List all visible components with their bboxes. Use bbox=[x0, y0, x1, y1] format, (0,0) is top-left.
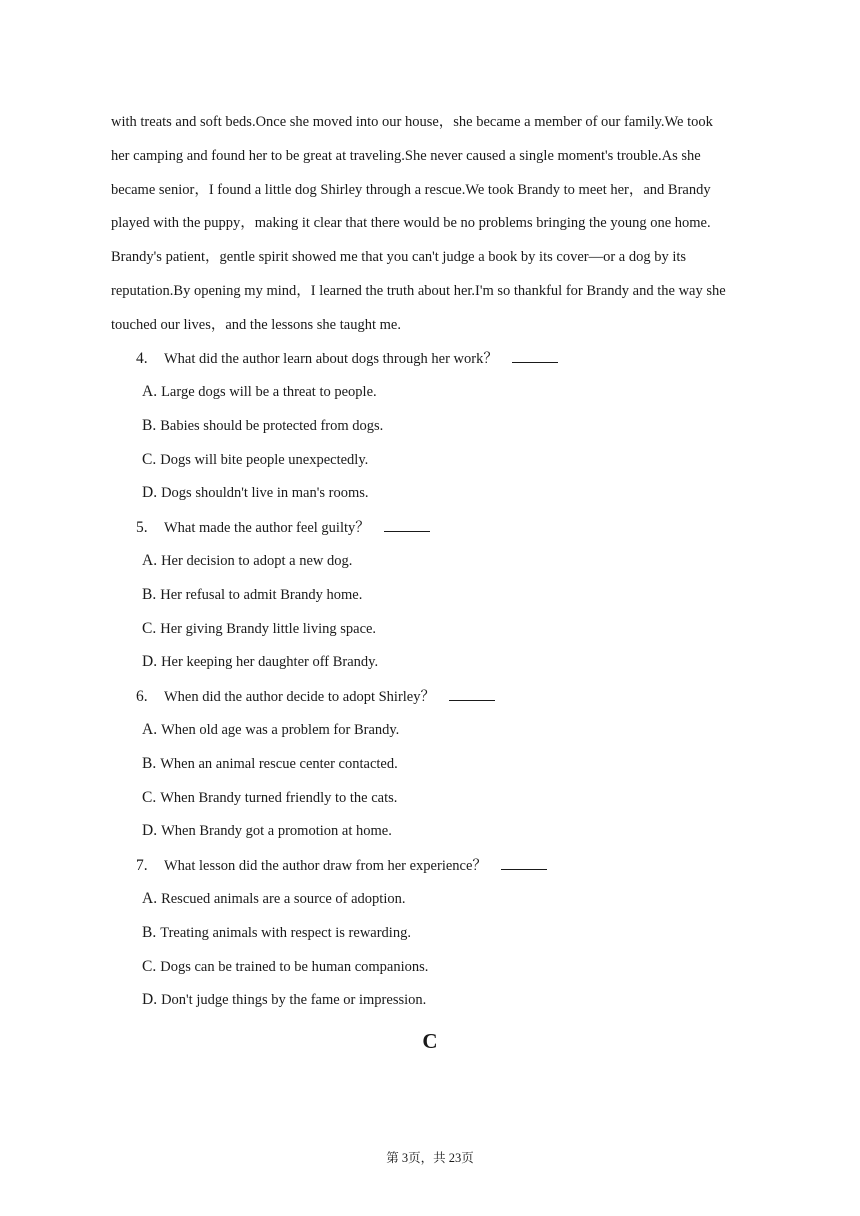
option-letter: B. bbox=[142, 586, 157, 603]
option-c[interactable] bbox=[142, 789, 397, 807]
answer-blank[interactable] bbox=[512, 349, 558, 363]
option-letter: C. bbox=[142, 451, 157, 468]
option-letter: B. bbox=[142, 755, 157, 772]
option-letter: C. bbox=[142, 958, 157, 975]
answer-blank[interactable] bbox=[449, 687, 495, 701]
option-text: Dogs will bite people unexpectedly. bbox=[160, 452, 369, 468]
option-letter: A. bbox=[142, 552, 158, 569]
option-c[interactable] bbox=[142, 958, 428, 976]
option-a[interactable] bbox=[142, 890, 405, 908]
option-b[interactable] bbox=[142, 924, 411, 942]
question-number: 6. bbox=[136, 688, 148, 705]
option-letter: A. bbox=[142, 890, 158, 907]
option-text: When Brandy got a promotion at home. bbox=[161, 823, 392, 839]
option-text: When old age was a problem for Brandy. bbox=[161, 722, 400, 738]
option-letter: C. bbox=[142, 789, 157, 806]
option-text: Her decision to adopt a new dog. bbox=[161, 553, 353, 569]
option-text: When Brandy turned friendly to the cats. bbox=[160, 790, 398, 806]
question-stem bbox=[136, 856, 547, 875]
option-text: Her giving Brandy little living space. bbox=[160, 621, 377, 637]
section-heading: C bbox=[422, 1029, 438, 1053]
question-text: When did the author decide to adopt Shirley？ bbox=[164, 689, 435, 705]
option-text: Don't judge things by the fame or impression. bbox=[161, 992, 427, 1008]
option-text: Rescued animals are a source of adoption. bbox=[161, 891, 406, 907]
option-a[interactable] bbox=[142, 383, 377, 401]
passage-line: with treats and soft beds.Once she moved into our house，she became a member of our family.We took bbox=[111, 114, 713, 130]
question-stem bbox=[136, 349, 558, 368]
option-letter: D. bbox=[142, 653, 158, 670]
option-a[interactable] bbox=[142, 552, 352, 570]
option-text: When an animal rescue center contacted. bbox=[160, 756, 398, 772]
option-text: Her keeping her daughter off Brandy. bbox=[161, 654, 379, 670]
passage-line: played with the puppy，making it clear that there would be no problems bringing the young one home. bbox=[111, 215, 711, 231]
answer-blank[interactable] bbox=[384, 518, 430, 532]
option-letter: A. bbox=[142, 721, 158, 738]
option-letter: D. bbox=[142, 484, 158, 501]
passage-line: Brandy's patient，gentle spirit showed me that you can't judge a book by its cover—or a dog by its bbox=[111, 249, 687, 265]
option-c[interactable] bbox=[142, 620, 376, 638]
option-d[interactable] bbox=[142, 653, 378, 671]
question-stem bbox=[136, 687, 495, 706]
option-b[interactable] bbox=[142, 755, 398, 773]
option-c[interactable] bbox=[142, 451, 368, 469]
option-letter: B. bbox=[142, 417, 157, 434]
question-number: 4. bbox=[136, 350, 148, 367]
option-text: Treating animals with respect is rewarding. bbox=[160, 925, 411, 941]
answer-blank[interactable] bbox=[501, 856, 547, 870]
option-text: Dogs can be trained to be human companions. bbox=[160, 959, 429, 975]
question-text: What made the author feel guilty？ bbox=[164, 520, 370, 536]
question-number: 7. bbox=[136, 857, 148, 874]
option-letter: C. bbox=[142, 620, 157, 637]
option-d[interactable] bbox=[142, 991, 426, 1009]
question-number: 5. bbox=[136, 519, 148, 536]
question-stem bbox=[136, 518, 430, 537]
passage-line: touched our lives，and the lessons she taught me. bbox=[111, 317, 401, 333]
question-text: What lesson did the author draw from her experience？ bbox=[164, 858, 487, 874]
question-text: What did the author learn about dogs through her work？ bbox=[164, 351, 498, 367]
passage-line: became senior，I found a little dog Shirley through a rescue.We took Brandy to meet her，and Brandy bbox=[111, 182, 711, 198]
passage-line: her camping and found her to be great at traveling.She never caused a single moment's trouble.As she bbox=[111, 148, 701, 164]
option-letter: D. bbox=[142, 991, 158, 1008]
option-d[interactable] bbox=[142, 822, 392, 840]
option-d[interactable] bbox=[142, 484, 369, 502]
option-a[interactable] bbox=[142, 721, 399, 739]
option-text: Dogs shouldn't live in man's rooms. bbox=[161, 485, 369, 501]
option-text: Her refusal to admit Brandy home. bbox=[160, 587, 363, 603]
option-letter: D. bbox=[142, 822, 158, 839]
option-letter: A. bbox=[142, 383, 158, 400]
option-b[interactable] bbox=[142, 417, 383, 435]
option-letter: B. bbox=[142, 924, 157, 941]
option-text: Large dogs will be a threat to people. bbox=[161, 384, 377, 400]
option-b[interactable] bbox=[142, 586, 362, 604]
option-text: Babies should be protected from dogs. bbox=[160, 418, 384, 434]
passage-line: reputation.By opening my mind，I learned the truth about her.I'm so thankful for Brandy and the way she bbox=[111, 283, 726, 299]
page-number-footer: 第 3页，共 23页 bbox=[386, 1151, 474, 1165]
